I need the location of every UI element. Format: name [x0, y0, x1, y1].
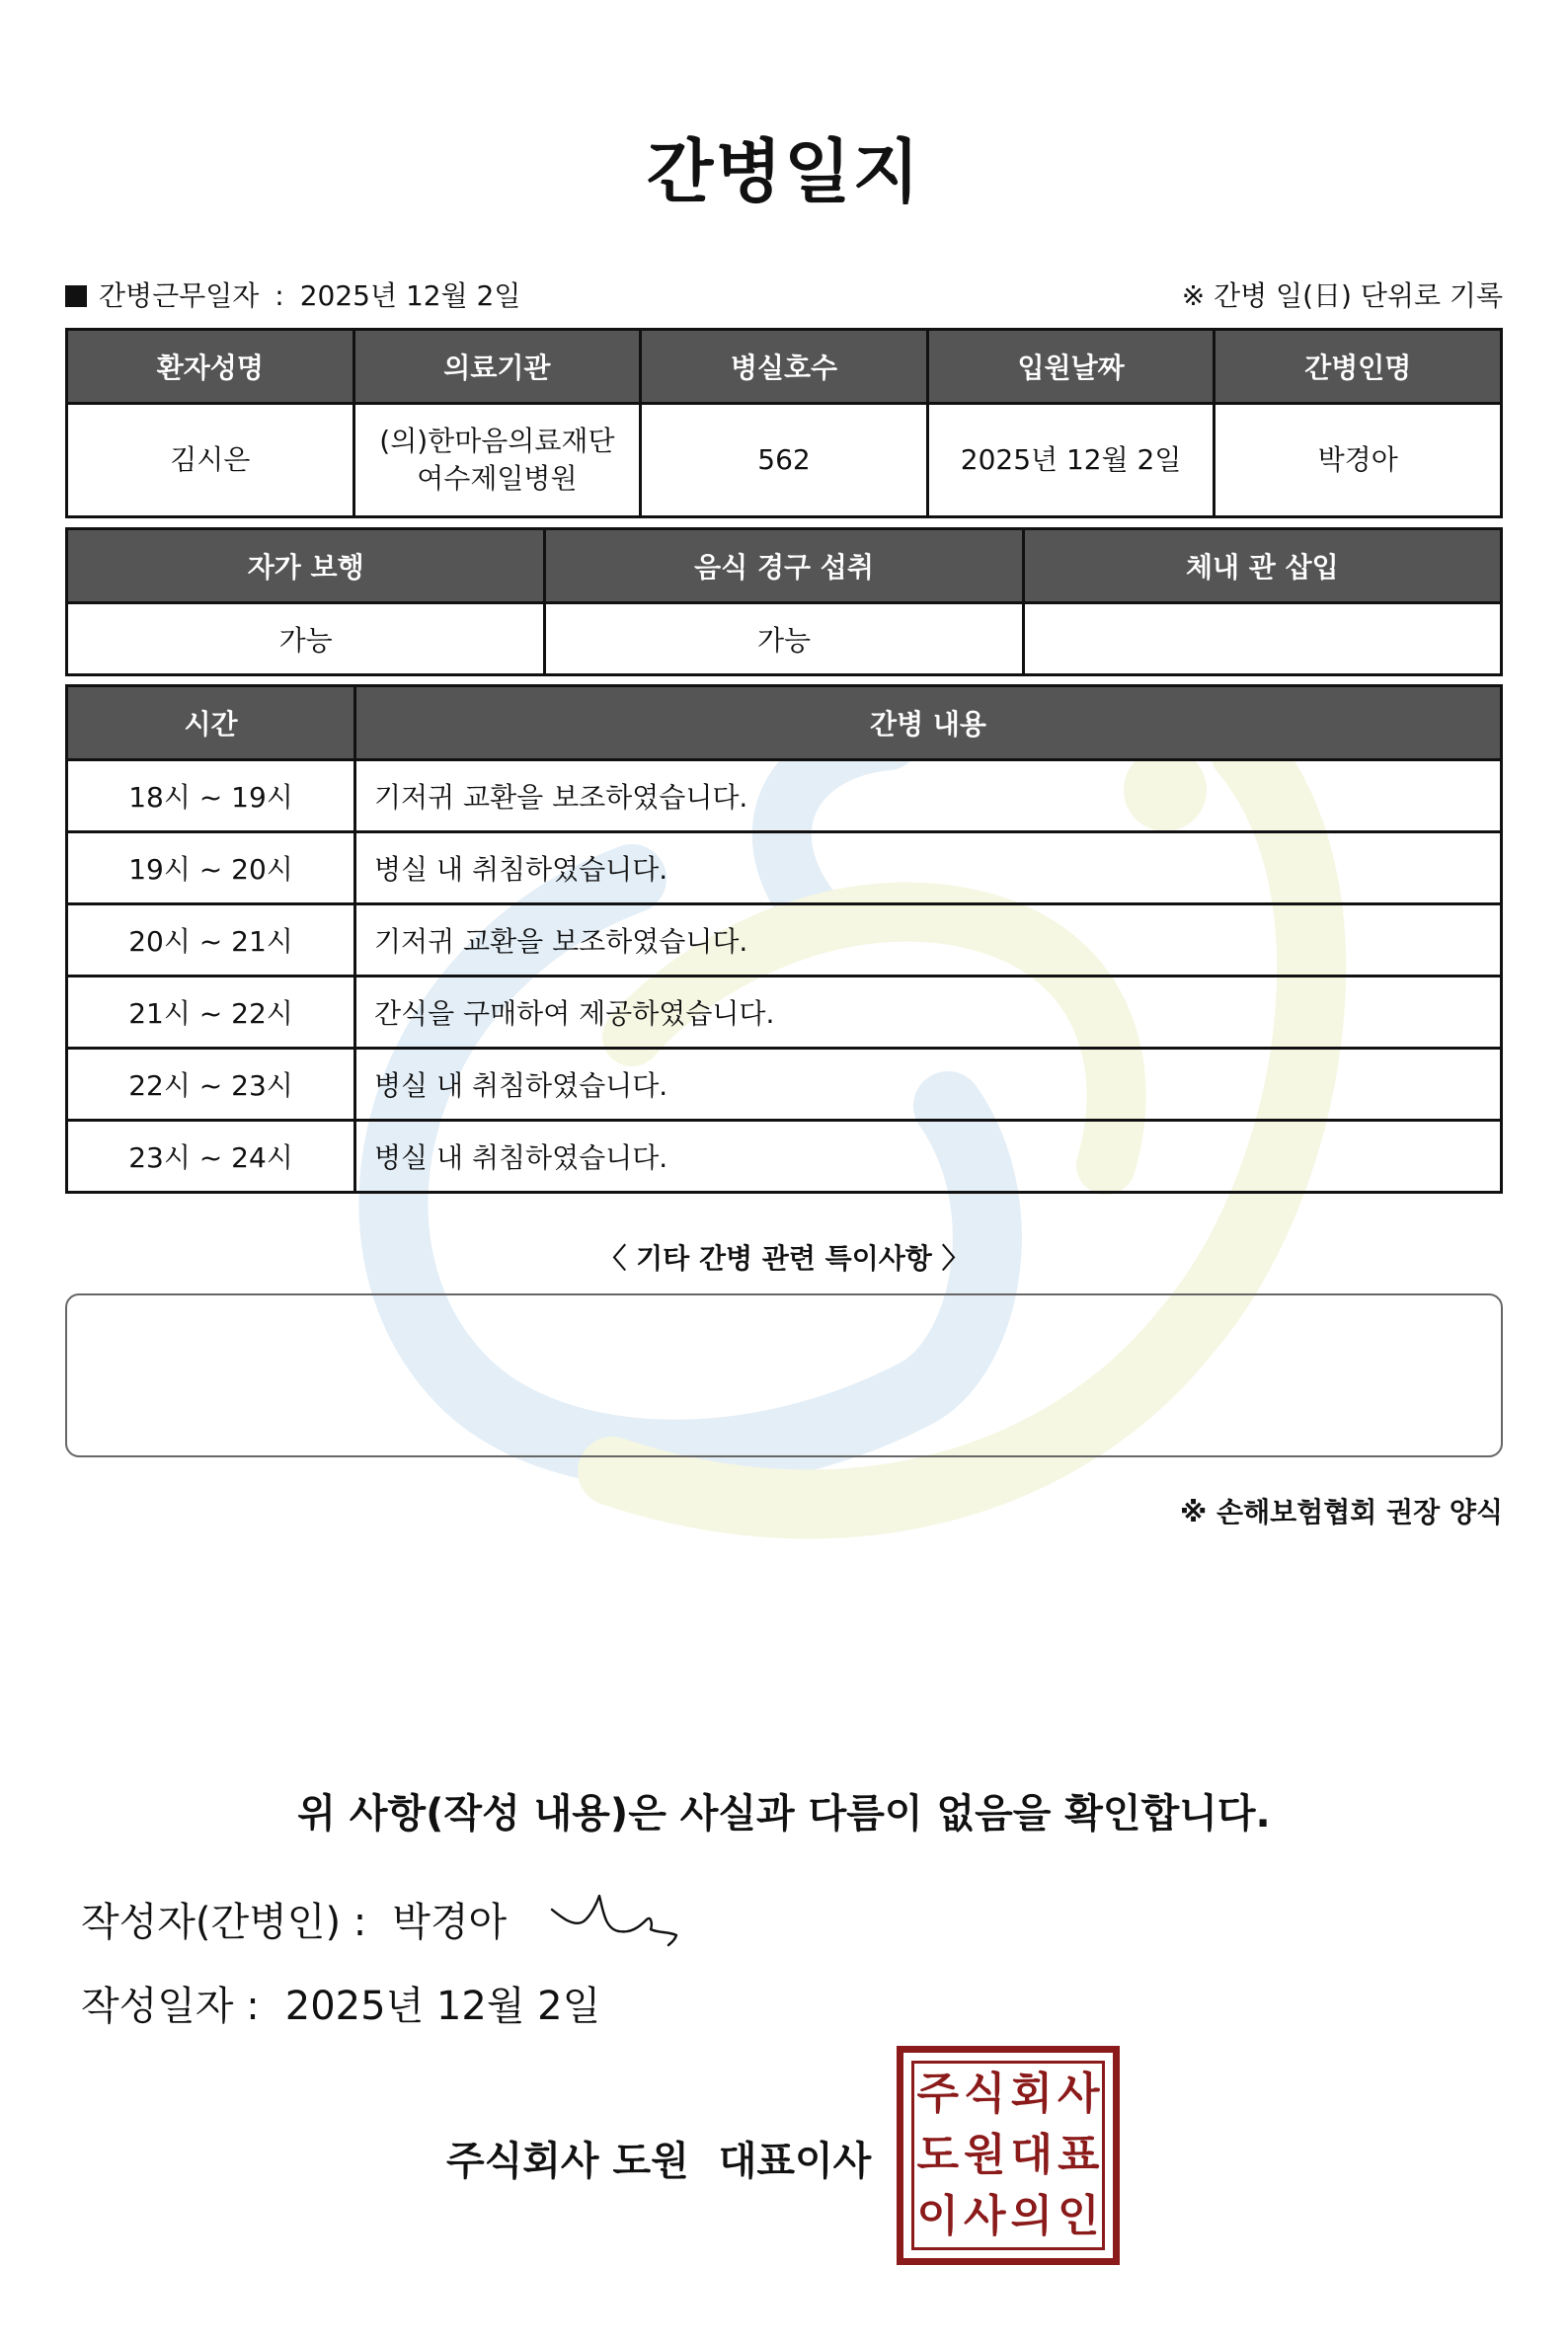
- notes-box: [65, 1293, 1503, 1457]
- header-caregiver-name: 간병인명: [1215, 330, 1502, 404]
- work-date-line: [65, 274, 520, 314]
- notes-title: 〈 기타 간병 관련 특이사항 〉: [598, 1242, 970, 1275]
- form-source-note: ※ 손해보험협회 권장 양식: [1180, 1496, 1503, 1528]
- log-content: 병실 내 취침하였습니다.: [355, 1121, 1502, 1193]
- date-line: [81, 1975, 600, 2031]
- writer-line: [81, 1891, 507, 1947]
- log-content: 기저귀 교환을 보조하였습니다.: [355, 904, 1502, 977]
- log-time: 19시 ~ 20시: [67, 832, 355, 904]
- seal-character: 표: [1057, 2130, 1100, 2180]
- log-time: 20시 ~ 21시: [67, 904, 355, 977]
- company-line: [446, 2130, 871, 2186]
- care-log-table: [65, 684, 1503, 1194]
- handwritten-signature: [548, 1888, 686, 1947]
- log-content: 병실 내 취침하였습니다.: [355, 1049, 1502, 1121]
- log-time: 22시 ~ 23시: [67, 1049, 355, 1121]
- log-content: 기저귀 교환을 보조하였습니다.: [355, 760, 1502, 832]
- header-admission-date: 입원날짜: [927, 330, 1215, 404]
- institution-line2: 여수제일병원: [417, 462, 578, 495]
- table-row: [67, 1049, 1502, 1121]
- seal-character: 주: [916, 2069, 959, 2119]
- log-content: 병실 내 취침하였습니다.: [355, 832, 1502, 904]
- document-title: 간병일지: [646, 131, 922, 212]
- patient-info-table: [65, 328, 1503, 518]
- institution-line1: (의)한마음의료재단: [379, 425, 615, 457]
- work-date-separator: :: [274, 279, 284, 312]
- table-row: [67, 1121, 1502, 1193]
- header-care-content: 간병 내용: [355, 686, 1502, 760]
- header-room: 병실호수: [641, 330, 928, 404]
- seal-character: 도: [916, 2130, 959, 2180]
- company-seal-stamp: [897, 2046, 1120, 2265]
- table-row: [67, 977, 1502, 1049]
- oral-intake-value: 가능: [545, 603, 1023, 675]
- seal-character: 사: [1057, 2069, 1100, 2119]
- company-title: 대표이사: [718, 2139, 872, 2184]
- company-name: 주식회사 도원: [446, 2139, 689, 2184]
- header-patient-name: 환자성명: [67, 330, 354, 404]
- seal-character: 대: [1010, 2130, 1053, 2180]
- header-oral-intake: 음식 경구 섭취: [545, 529, 1023, 603]
- patient-name: 김시은: [67, 404, 354, 517]
- admission-date: 2025년 12월 2일: [927, 404, 1215, 517]
- seal-character: 원: [963, 2130, 1006, 2180]
- table-row: [67, 760, 1502, 832]
- log-content: 간식을 구매하여 제공하였습니다.: [355, 977, 1502, 1049]
- date-label: 작성일자 :: [81, 1984, 260, 2029]
- seal-character: 식: [963, 2069, 1006, 2119]
- log-time: 23시 ~ 24시: [67, 1121, 355, 1193]
- seal-character: 인: [1057, 2191, 1100, 2241]
- self-walking-value: 가능: [67, 603, 545, 675]
- work-date-value: 2025년 12월 2일: [299, 279, 521, 312]
- work-date-label: 간병근무일자: [99, 279, 260, 312]
- seal-character: 회: [1010, 2069, 1053, 2119]
- writer-name: 박경아: [392, 1900, 508, 1945]
- date-value: 2025년 12월 2일: [284, 1984, 601, 2029]
- record-note: ※ 간병 일(日) 단위로 기록: [1181, 279, 1503, 312]
- table-row: [67, 904, 1502, 977]
- institution: [353, 404, 641, 517]
- confirmation-statement: 위 사항(작성 내용)은 사실과 다름이 없음을 확인합니다.: [297, 1791, 1271, 1837]
- room-number: 562: [641, 404, 928, 517]
- seal-character: 이: [916, 2191, 959, 2241]
- square-bullet-icon: [65, 285, 87, 307]
- patient-status-table: [65, 527, 1503, 676]
- seal-character: 사: [963, 2191, 1006, 2241]
- log-time: 21시 ~ 22시: [67, 977, 355, 1049]
- seal-character: 의: [1010, 2191, 1053, 2241]
- header-self-walking: 자가 보행: [67, 529, 545, 603]
- seal-characters: [911, 2061, 1105, 2250]
- caregiver-name: 박경아: [1215, 404, 1502, 517]
- header-time: 시간: [67, 686, 355, 760]
- writer-label: 작성자(간병인) :: [81, 1900, 367, 1945]
- header-tube-insertion: 체내 관 삽입: [1023, 529, 1501, 603]
- table-row: [67, 832, 1502, 904]
- header-institution: 의료기관: [353, 330, 641, 404]
- tube-insertion-value: [1023, 603, 1501, 675]
- log-time: 18시 ~ 19시: [67, 760, 355, 832]
